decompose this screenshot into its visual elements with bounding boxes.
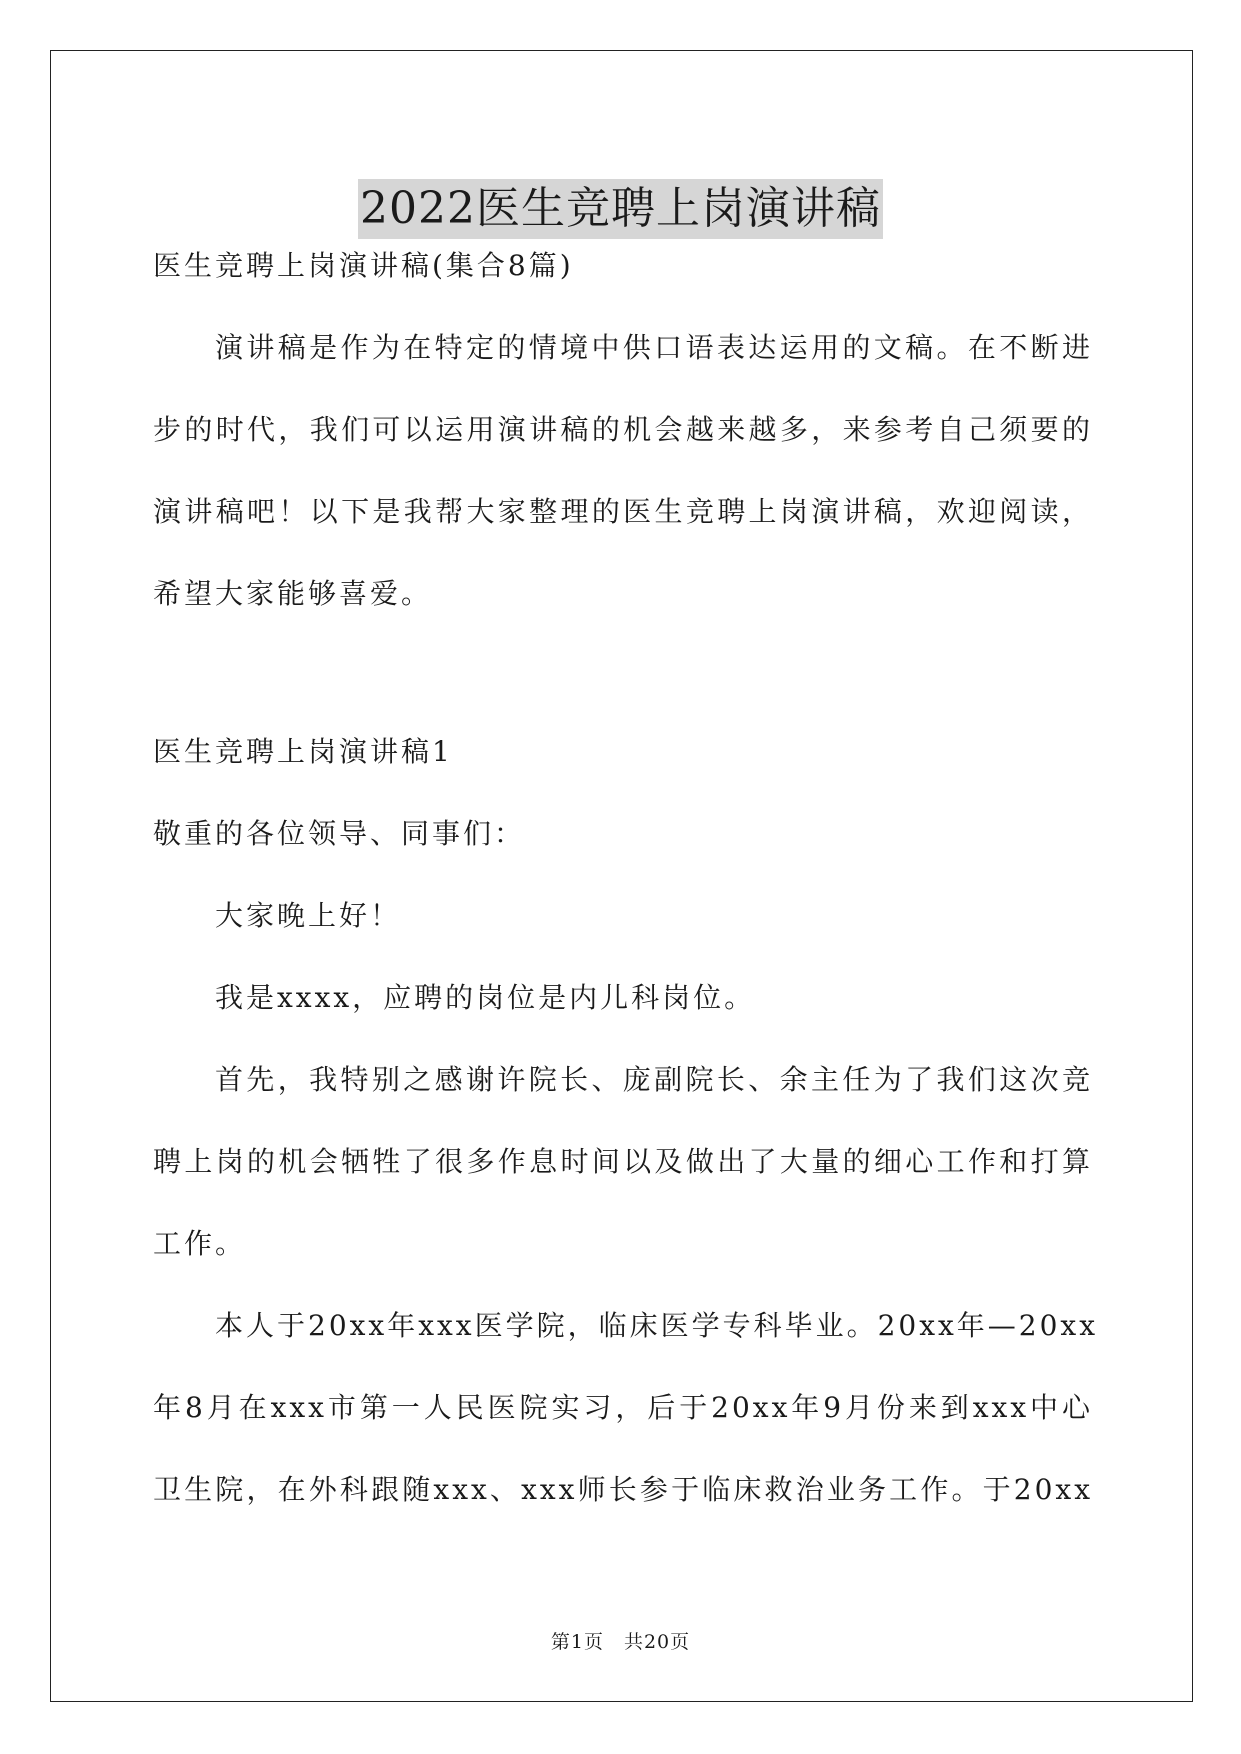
text-line: 敬重的各位领导、同事们： xyxy=(153,817,526,850)
text-line: 演讲稿是作为在特定的情境中供口语表达运用的文稿。在不断进 xyxy=(215,331,1093,364)
text-line: 本人于20xx年xxx医学院，临床医学专科毕业。20xx年—20xx xyxy=(215,1309,1099,1342)
text-line: 卫生院，在外科跟随xxx、xxx师长参于临床救治业务工作。于20xx xyxy=(153,1473,1093,1506)
document-body xyxy=(153,225,1099,1531)
text-line: 首先，我特别之感谢许院长、庞副院长、余主任为了我们这次竞 xyxy=(215,1063,1093,1096)
text-line: 聘上岗的机会牺牲了很多作息时间以及做出了大量的细心工作和打算 xyxy=(153,1145,1093,1178)
text-line: 希望大家能够喜爱。 xyxy=(153,577,433,610)
text-line: 演讲稿吧！以下是我帮大家整理的医生竞聘上岗演讲稿，欢迎阅读， xyxy=(153,495,1093,528)
text-line: 年8月在xxx市第一人民医院实习，后于20xx年9月份来到xxx中心 xyxy=(153,1391,1093,1424)
text-line: 步的时代，我们可以运用演讲稿的机会越来越多，来参考自己须要的 xyxy=(153,413,1093,446)
document-title: 2022医生竞聘上岗演讲稿 xyxy=(358,179,883,239)
text-line: 医生竞聘上岗演讲稿1 xyxy=(153,735,453,768)
text-line: 医生竞聘上岗演讲稿(集合8篇) xyxy=(153,249,574,282)
text-line: 工作。 xyxy=(153,1227,247,1260)
paragraph-gap xyxy=(153,635,1093,711)
page-footer: 第1页 共20页 xyxy=(550,1631,691,1653)
text-line: 我是xxxx，应聘的岗位是内儿科岗位。 xyxy=(215,981,756,1014)
text-line: 大家晚上好！ xyxy=(215,899,402,932)
